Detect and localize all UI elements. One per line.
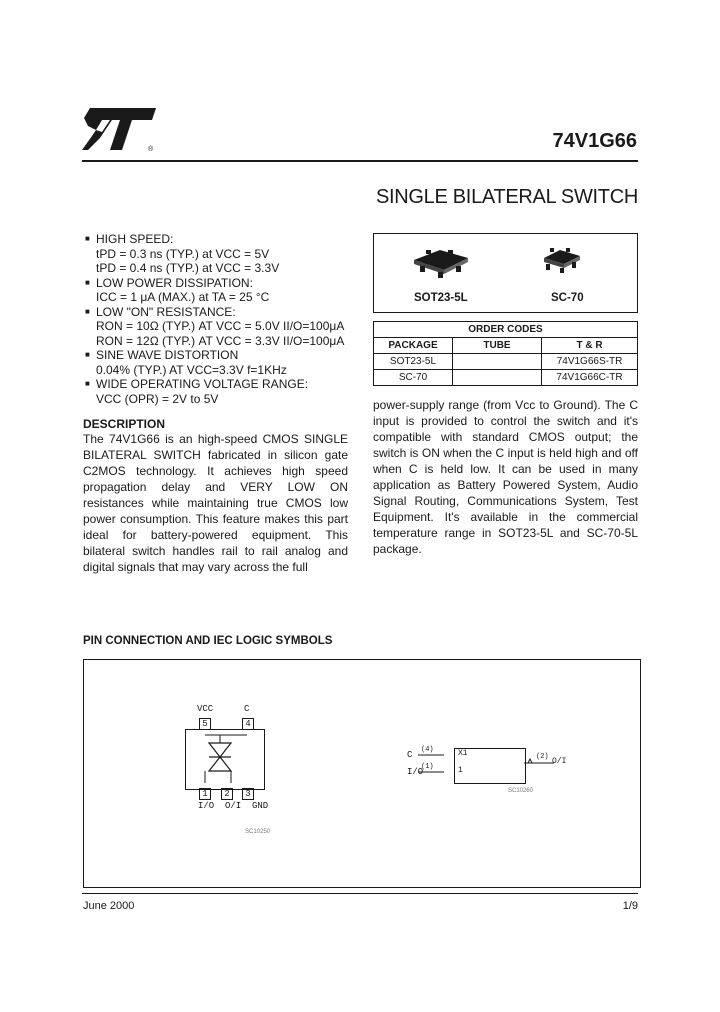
sc70-package-icon [540, 246, 584, 274]
ref-code-2: SC10260 [508, 788, 534, 794]
pin-label-c: C [244, 704, 250, 714]
pin-bottom-labels: I/O O/I GND [198, 801, 269, 811]
logo-mark: ® [148, 146, 154, 153]
feature-item: ■ HIGH SPEED: tPD = 0.3 ns (TYP.) at VCC = 5V tPD = 0.4 ns (TYP.) at VCC = 3.3V [85, 232, 280, 275]
feature-item: ■ SINE WAVE DISTORTION 0.04% (TYP.) AT VCC=3.3V f=1KHz [85, 348, 287, 377]
feature-item: ■ LOW "ON" RESISTANCE: RON = 10Ω (TYP.) AT VCC = 5.0V II/O=100μA RON = 12Ω (TYP.) AT VCC = 3.3V II/O=100μA [85, 304, 345, 348]
pin-1: 1 [199, 788, 211, 800]
description-left: The 74V1G66 is an high-speed CMOS SINGLE BILATERAL SWITCH fabricated in silicon gate C2MOS technology. It achieves high speed propagation delay and VERY LOW ON resistances while maintaining true CMOS low power consumption. This feature makes this part ideal for battery-powered equipment. This bilateral switch handles rail to rail analog and digital signals that may vary across the full [83, 432, 348, 574]
column-header: PACKAGE [374, 338, 453, 354]
logic-x1: X1 [458, 749, 468, 758]
pin-3: 3 [242, 788, 254, 800]
package-label-sc70: SC-70 [551, 292, 584, 304]
header-rule [82, 160, 638, 162]
footer-rule [82, 893, 638, 894]
footer-date: June 2000 [83, 900, 135, 912]
pin-section-heading: PIN CONNECTION AND IEC LOGIC SYMBOLS [83, 635, 333, 647]
order-codes-table [373, 321, 638, 386]
st-logo-icon [82, 106, 158, 154]
pin-5: 5 [199, 718, 211, 730]
bullet-icon: ■ [85, 306, 90, 316]
logic-output-label: O/I [552, 757, 567, 766]
column-header: TUBE [453, 338, 542, 354]
pin-2: 2 [221, 788, 233, 800]
table-row: SC-70 74V1G66C-TR [374, 370, 638, 386]
logic-input-lines [414, 746, 444, 776]
logic-input-num1: (4) [421, 746, 434, 754]
pin-4: 4 [242, 718, 254, 730]
order-codes-title: ORDER CODES [374, 322, 638, 338]
description-right: power-supply range (from Vcc to Ground). The C input is provided to control the switch and it's compatible with standard CMOS output; the switch is ON when the C input is held high and off when C is held low. It can be used in many application as Battery Powered System, Audio Signal Routing, Communications System, Test Equipment. It's available in the commercial temperature range in SOT23-5L and SC-70-5L package. [373, 398, 638, 556]
bullet-icon: ■ [85, 234, 90, 243]
part-number: 74V1G66 [552, 130, 637, 152]
st-logo [82, 106, 158, 154]
package-box [373, 233, 638, 313]
description-heading: DESCRIPTION [83, 417, 166, 431]
feature-item: ■ LOW POWER DISSIPATION: ICC = 1 μA (MAX.) at TA = 25 °C [85, 275, 270, 304]
bullet-icon: ■ [85, 350, 90, 359]
sot23-package-icon [410, 244, 474, 280]
pin-label-vcc: VCC [197, 704, 214, 714]
logic-output-num: (2) [536, 753, 549, 761]
features-list [85, 232, 366, 406]
pin-diagram-frame [83, 659, 641, 888]
page-title: SINGLE BILATERAL SWITCH [375, 186, 638, 208]
package-label-sot23: SOT23-5L [414, 292, 468, 304]
logic-input-io: I/O [407, 767, 424, 777]
logo-text [82, 106, 83, 107]
logic-one: 1 [458, 766, 463, 775]
column-header: T & R [542, 338, 638, 354]
feature-item: ■ WIDE OPERATING VOLTAGE RANGE: VCC (OPR) = 2V to 5V [85, 377, 309, 406]
ref-code-1: SC10250 [245, 829, 271, 835]
logic-input-c: C [407, 750, 413, 760]
bullet-icon: ■ [85, 277, 90, 287]
table-row: SOT23-5L 74V1G66S-TR [374, 354, 638, 370]
footer-page: 1/9 [622, 900, 638, 912]
logic-input-num2: (1) [421, 763, 434, 771]
bullet-icon: ■ [85, 379, 90, 388]
switch-symbol-icon [185, 729, 263, 788]
